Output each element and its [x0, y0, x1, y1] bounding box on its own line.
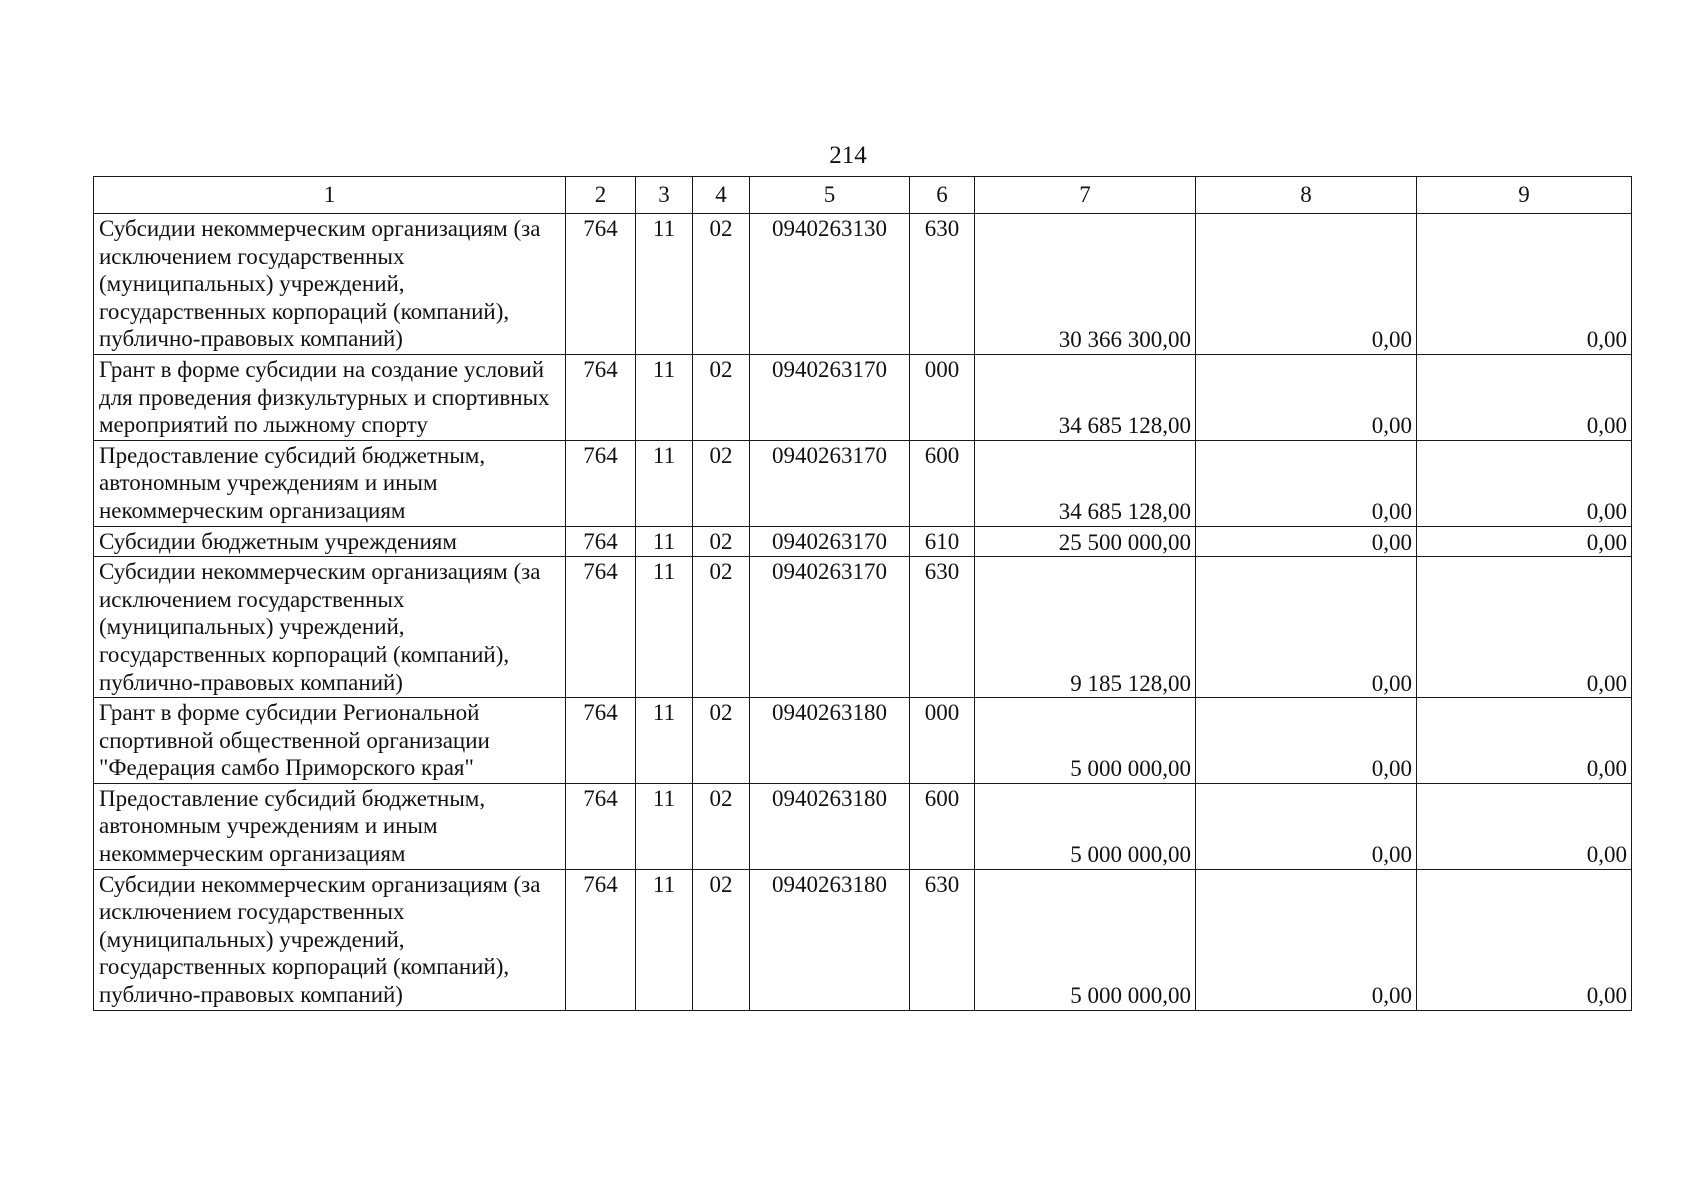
row-name: Субсидии некоммерческим организациям (за исключением государственных (муниципальных) учреждений, государственных корпораций (компаний), публично-правовых компаний) [94, 214, 566, 355]
row-name: Субсидии бюджетным учреждениям [94, 526, 566, 557]
row-name: Грант в форме субсидии на создание условий для проведения физкультурных и спортивных мероприятий по лыжному спорту [94, 354, 566, 440]
table-row [94, 214, 1632, 355]
table-row [94, 698, 1632, 784]
amount-col-8: 0,00 [1196, 526, 1417, 557]
ministry-code: 764 [566, 354, 636, 440]
section-code: 11 [636, 698, 693, 784]
amount-col-7: 30 366 300,00 [975, 214, 1196, 355]
ministry-code: 764 [566, 557, 636, 698]
table-row [94, 783, 1632, 869]
expense-type-code: 000 [910, 698, 975, 784]
expense-type-code: 610 [910, 526, 975, 557]
section-code: 11 [636, 354, 693, 440]
table-header-row [94, 177, 1632, 214]
amount-col-8: 0,00 [1196, 557, 1417, 698]
amount-col-7: 5 000 000,00 [975, 869, 1196, 1010]
section-code: 11 [636, 783, 693, 869]
column-header: 8 [1196, 177, 1417, 214]
row-name: Предоставление субсидий бюджетным, автономным учреждениям и иным некоммерческим организациям [94, 783, 566, 869]
section-code: 11 [636, 557, 693, 698]
amount-col-7: 5 000 000,00 [975, 783, 1196, 869]
page-number: 214 [829, 142, 867, 169]
expense-type-code: 630 [910, 869, 975, 1010]
row-name: Предоставление субсидий бюджетным, автономным учреждениям и иным некоммерческим организациям [94, 440, 566, 526]
subsection-code: 02 [693, 214, 750, 355]
column-header: 5 [750, 177, 910, 214]
table-row [94, 869, 1632, 1010]
amount-col-8: 0,00 [1196, 440, 1417, 526]
table-row [94, 557, 1632, 698]
section-code: 11 [636, 869, 693, 1010]
section-code: 11 [636, 440, 693, 526]
amount-col-9: 0,00 [1417, 698, 1632, 784]
amount-col-9: 0,00 [1417, 214, 1632, 355]
target-article-code: 0940263130 [750, 214, 910, 355]
amount-col-9: 0,00 [1417, 869, 1632, 1010]
row-name: Грант в форме субсидии Региональной спортивной общественной организации "Федерация самбо Приморского края" [94, 698, 566, 784]
target-article-code: 0940263180 [750, 783, 910, 869]
expense-type-code: 630 [910, 557, 975, 698]
amount-col-7: 34 685 128,00 [975, 440, 1196, 526]
column-header: 9 [1417, 177, 1632, 214]
amount-col-8: 0,00 [1196, 783, 1417, 869]
amount-col-8: 0,00 [1196, 698, 1417, 784]
row-name: Субсидии некоммерческим организациям (за исключением государственных (муниципальных) учреждений, государственных корпораций (компаний), публично-правовых компаний) [94, 557, 566, 698]
column-header: 6 [910, 177, 975, 214]
target-article-code: 0940263170 [750, 440, 910, 526]
target-article-code: 0940263180 [750, 869, 910, 1010]
amount-col-7: 9 185 128,00 [975, 557, 1196, 698]
amount-col-9: 0,00 [1417, 526, 1632, 557]
expense-type-code: 630 [910, 214, 975, 355]
subsection-code: 02 [693, 783, 750, 869]
amount-col-8: 0,00 [1196, 869, 1417, 1010]
amount-col-7: 34 685 128,00 [975, 354, 1196, 440]
section-code: 11 [636, 214, 693, 355]
amount-col-7: 5 000 000,00 [975, 698, 1196, 784]
amount-col-9: 0,00 [1417, 354, 1632, 440]
section-code: 11 [636, 526, 693, 557]
target-article-code: 0940263170 [750, 557, 910, 698]
table-row [94, 354, 1632, 440]
target-article-code: 0940263170 [750, 526, 910, 557]
column-header: 1 [94, 177, 566, 214]
target-article-code: 0940263180 [750, 698, 910, 784]
row-name: Субсидии некоммерческим организациям (за исключением государственных (муниципальных) учреждений, государственных корпораций (компаний), публично-правовых компаний) [94, 869, 566, 1010]
target-article-code: 0940263170 [750, 354, 910, 440]
ministry-code: 764 [566, 698, 636, 784]
amount-col-8: 0,00 [1196, 214, 1417, 355]
column-header: 4 [693, 177, 750, 214]
amount-col-9: 0,00 [1417, 783, 1632, 869]
ministry-code: 764 [566, 869, 636, 1010]
column-header: 2 [566, 177, 636, 214]
ministry-code: 764 [566, 783, 636, 869]
ministry-code: 764 [566, 440, 636, 526]
column-header: 3 [636, 177, 693, 214]
subsection-code: 02 [693, 869, 750, 1010]
amount-col-9: 0,00 [1417, 557, 1632, 698]
expense-type-code: 600 [910, 440, 975, 526]
subsection-code: 02 [693, 526, 750, 557]
expense-type-code: 600 [910, 783, 975, 869]
expense-type-code: 000 [910, 354, 975, 440]
budget-table [93, 176, 1632, 1011]
table-row [94, 526, 1632, 557]
amount-col-8: 0,00 [1196, 354, 1417, 440]
amount-col-7: 25 500 000,00 [975, 526, 1196, 557]
column-header: 7 [975, 177, 1196, 214]
ministry-code: 764 [566, 214, 636, 355]
subsection-code: 02 [693, 440, 750, 526]
subsection-code: 02 [693, 354, 750, 440]
subsection-code: 02 [693, 698, 750, 784]
amount-col-9: 0,00 [1417, 440, 1632, 526]
ministry-code: 764 [566, 526, 636, 557]
table-row [94, 440, 1632, 526]
subsection-code: 02 [693, 557, 750, 698]
